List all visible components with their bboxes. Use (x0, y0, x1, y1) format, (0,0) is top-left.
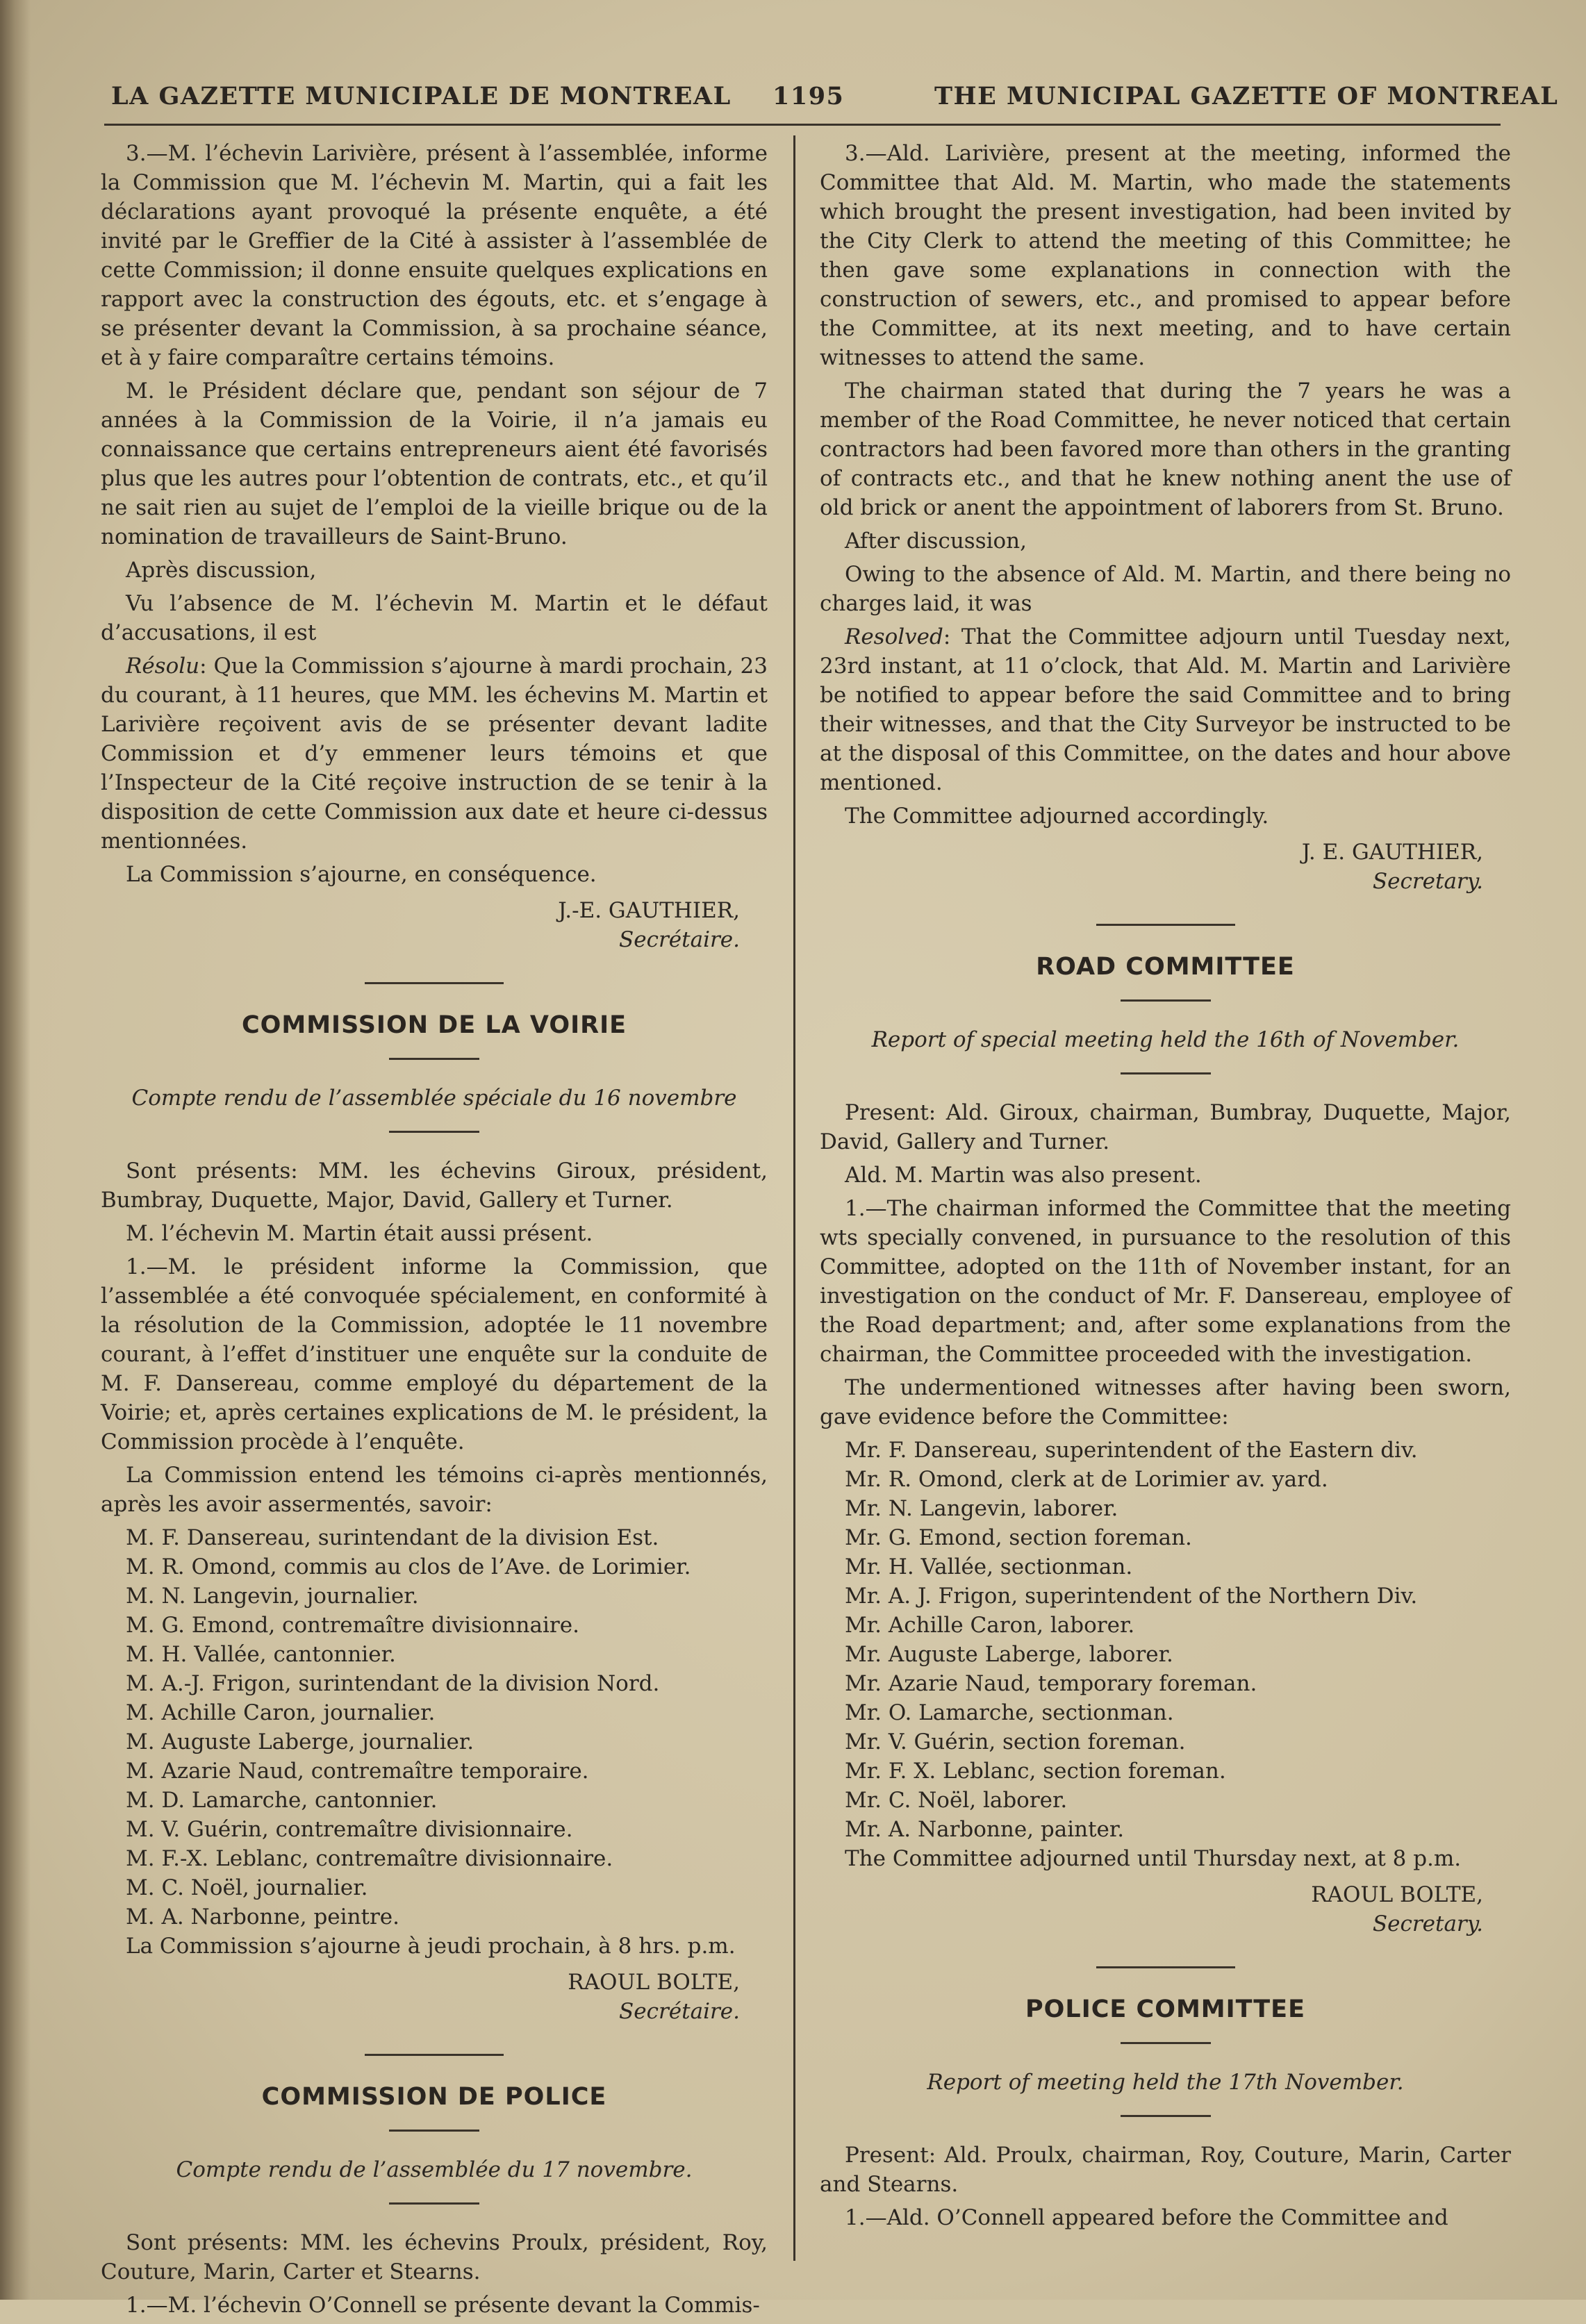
signature-title: Secrétaire. (619, 1999, 740, 2024)
list-item: M. F.-X. Leblanc, contremaître divisionnaire. (126, 1846, 613, 1871)
page-edge-shadow (0, 0, 31, 2300)
signature-name: RAOUL BOLTE, (568, 1970, 740, 1995)
signature-title: Secrétaire. (619, 927, 740, 952)
page-number: 1195 (773, 82, 845, 110)
signature-name: RAOUL BOLTE, (1311, 1882, 1483, 1907)
section-title-police: COMMISSION DE POLICE (261, 2083, 607, 2111)
subtitle-rule (1121, 1072, 1211, 1074)
subtitle-rule (389, 1131, 479, 1133)
signature-name: J.-E. GAUTHIER, (558, 898, 740, 923)
resolution-paragraph (101, 651, 768, 856)
section-subtitle: Report of special meeting held the 16th of November. (871, 1027, 1460, 1052)
french-column (101, 139, 768, 2324)
resolution-text: : Que la Commission s’ajourne à mardi prochain, 23 du courant, à 11 heures, que MM. les échevins M. Martin et Larivière reçoivent avis de se présenter devant ladite Commission et d’y emmener leurs témoins et que l’Inspecteur de la Cité reçoive instruction de se tenir à la disposition de cette Commission aux date et heure ci-dessus mentionnées. (101, 654, 768, 854)
witness-list (101, 1523, 768, 1932)
list-item: M. F. Dansereau, surintendant de la division Est. (126, 1525, 659, 1550)
section-divider (365, 2054, 504, 2056)
paragraph: La Commission entend les témoins ci-après mentionnés, après les avoir assermentés, savoir: (101, 1463, 768, 1517)
english-column (820, 139, 1511, 2236)
list-item: Mr. F. Dansereau, superintendent of the Eastern div. (845, 1438, 1418, 1463)
paragraph: Sont présents: MM. les échevins Proulx, président, Roy, Couture, Marin, Carter et Stearns. (101, 2230, 768, 2284)
list-item: Mr. A. Narbonne, painter. (845, 1817, 1125, 1842)
paragraph: The undermentioned witnesses after having been sworn, gave evidence before the Committee: (820, 1375, 1511, 1429)
title-rule (1121, 2042, 1211, 2044)
paragraph: 1.—M. le président informe la Commission, que l’assemblée a été convoquée spécialement, en conformité à la résolution de la Commission, adoptée le 11 novembre courant, à l’effet d’instituer une enquête sur la conduite de M. F. Dansereau, comme employé du département de la Voirie; et, après certaines explications de M. le président, la Commission procède à l’enquête. (101, 1254, 768, 1454)
section-title-police: POLICE COMMITTEE (1025, 1995, 1305, 2023)
list-item: M. H. Vallée, cantonnier. (126, 1642, 396, 1667)
list-item: Mr. Auguste Laberge, laborer. (845, 1642, 1173, 1667)
paragraph: The chairman stated that during the 7 years he was a member of the Road Committee, he never noticed that certain contractors had been favored more than others in the granting of contracts etc., and that he knew nothing anent the use of old brick or anent the appointment of laborers from St. Bruno. (820, 379, 1511, 520)
list-item: Mr. A. J. Frigon, superintendent of the Northern Div. (845, 1584, 1418, 1609)
paragraph: Present: Ald. Giroux, chairman, Bumbray, Duquette, Major, David, Gallery and Turner. (820, 1100, 1511, 1154)
section-title-voirie: COMMISSION DE LA VOIRIE (241, 1011, 627, 1039)
list-item: M. C. Noël, journalier. (126, 1875, 368, 1900)
subtitle-rule (389, 2202, 479, 2205)
list-item: M. A. Narbonne, peintre. (126, 1904, 400, 1929)
paragraph: 3.—Ald. Larivière, present at the meeting, informed the Committee that Ald. M. Martin, who made the statements which brought the present investigation, had been invited by the City Clerk to attend the meeting of this Committee; he then gave some explanations in connection with the construction of sewers, etc., and promised to appear before the Committee, at its next meeting, and to have certain witnesses to attend the same. (820, 141, 1511, 370)
header-rule (104, 124, 1501, 126)
list-item: Mr. Achille Caron, laborer. (845, 1613, 1135, 1638)
subtitle-rule (1121, 2115, 1211, 2117)
title-rule (389, 2130, 479, 2132)
running-head-english: THE MUNICIPAL GAZETTE OF MONTREAL (934, 82, 1559, 110)
section-subtitle: Compte rendu de l’assemblée du 17 novembre. (176, 2157, 693, 2182)
resolution-paragraph (820, 622, 1511, 797)
paragraph: M. le Président déclare que, pendant son séjour de 7 années à la Commission de la Voirie, il n’a jamais eu connaissance que certains entrepreneurs aient été favorisés plus que les autres pour l’obtention de contrats, etc., et qu’il ne sait rien au sujet de l’emploi de la vieille brique ou de la nomination de travailleurs de Saint-Bruno. (101, 379, 768, 549)
section-title-road: ROAD COMMITTEE (1036, 953, 1295, 981)
list-item: M. G. Emond, contremaître divisionnaire. (126, 1613, 579, 1638)
title-rule (389, 1058, 479, 1060)
paragraph: The Committee adjourned accordingly. (845, 804, 1269, 829)
witness-list (820, 1436, 1511, 1844)
section-divider (1096, 924, 1235, 926)
resolution-label: Résolu (126, 654, 200, 679)
title-rule (1121, 999, 1211, 1002)
paragraph: 1.—M. l’échevin O’Connell se présente devant la Commis- (126, 2293, 760, 2318)
list-item: Mr. G. Emond, section foreman. (845, 1525, 1192, 1550)
paragraph: 1.—The chairman informed the Committee that the meeting wts specially convened, in pursuance to the resolution of this Committee, adopted on the 11th of November instant, for an investigation on the conduct of Mr. F. Dansereau, employee of the Road department; and, after some explanations from the chairman, the Committee proceeded with the investigation. (820, 1196, 1511, 1367)
list-item: Mr. C. Noël, laborer. (845, 1788, 1068, 1813)
list-item: Mr. R. Omond, clerk at de Lorimier av. yard. (845, 1467, 1328, 1492)
resolution-label: Resolved (845, 624, 943, 649)
paragraph: The Committee adjourned until Thursday next, at 8 p.m. (845, 1846, 1462, 1871)
paragraph: Après discussion, (126, 558, 317, 583)
signature-name: J. E. GAUTHIER, (1301, 840, 1483, 865)
paragraph: 3.—M. l’échevin Larivière, présent à l’assemblée, informe la Commission que M. l’échevin M. Martin, qui a fait les déclarations ayant provoqué la présente enquête, a été invité par le Greffier de la Cité à assister à l’assemblée de cette Commission; il donne ensuite quelques explications en rapport avec la construction des égouts, etc. et s’engage à se présenter devant la Commission, à sa prochaine séance, et à y faire comparaître certains témoins. (101, 141, 768, 370)
list-item: Mr. O. Lamarche, sectionman. (845, 1700, 1174, 1725)
paragraph: Sont présents: MM. les échevins Giroux, président, Bumbray, Duquette, Major, David, Gallery et Turner. (101, 1159, 768, 1213)
resolution-text: : That the Committee adjourn until Tuesday next, 23rd instant, at 11 o’clock, that Ald. M. Martin and Larivière be notified to appear before the said Committee and to bring their witnesses, and that the City Surveyor be instructed to be at the disposal of this Committee, on the dates and hour above mentioned. (820, 624, 1511, 795)
signature-title: Secretary. (1372, 869, 1483, 894)
section-divider (1096, 1966, 1235, 1968)
paragraph: La Commission s’ajourne à jeudi prochain, à 8 hrs. p.m. (126, 1934, 736, 1959)
paragraph: M. l’échevin M. Martin était aussi présent. (126, 1221, 593, 1246)
list-item: M. Azarie Naud, contremaître temporaire. (126, 1759, 589, 1784)
paragraph: Vu l’absence de M. l’échevin M. Martin et le défaut d’accusations, il est (101, 591, 768, 645)
list-item: M. Auguste Laberge, journalier. (126, 1729, 474, 1754)
section-subtitle: Report of meeting held the 17th November. (927, 2070, 1404, 2095)
list-item: Mr. F. X. Leblanc, section foreman. (845, 1759, 1226, 1784)
list-item: Mr. Azarie Naud, temporary foreman. (845, 1671, 1257, 1696)
paragraph: 1.—Ald. O’Connell appeared before the Committee and (845, 2205, 1448, 2230)
list-item: Mr. H. Vallée, sectionman. (845, 1554, 1133, 1579)
list-item: M. D. Lamarche, cantonnier. (126, 1788, 438, 1813)
paragraph: Ald. M. Martin was also present. (845, 1163, 1202, 1188)
section-divider (365, 982, 504, 984)
paragraph: Present: Ald. Proulx, chairman, Roy, Couture, Marin, Carter and Stearns. (820, 2143, 1511, 2197)
section-subtitle: Compte rendu de l’assemblée spéciale du 16 novembre (131, 1086, 737, 1111)
list-item: M. Achille Caron, journalier. (126, 1700, 436, 1725)
paragraph: La Commission s’ajourne, en conséquence. (126, 862, 597, 887)
list-item: M. R. Omond, commis au clos de l’Ave. de Lorimier. (126, 1554, 691, 1579)
paragraph: After discussion, (845, 529, 1027, 554)
paragraph: Owing to the absence of Ald. M. Martin, and there being no charges laid, it was (820, 562, 1511, 616)
list-item: M. A.-J. Frigon, surintendant de la division Nord. (126, 1671, 660, 1696)
column-divider (793, 135, 795, 2261)
list-item: M. N. Langevin, journalier. (126, 1584, 419, 1609)
list-item: Mr. V. Guérin, section foreman. (845, 1729, 1186, 1754)
list-item: Mr. N. Langevin, laborer. (845, 1496, 1118, 1521)
list-item: M. V. Guérin, contremaître divisionnaire. (126, 1817, 573, 1842)
running-head-french: LA GAZETTE MUNICIPALE DE MONTREAL (111, 82, 732, 110)
signature-title: Secretary. (1372, 1911, 1483, 1936)
